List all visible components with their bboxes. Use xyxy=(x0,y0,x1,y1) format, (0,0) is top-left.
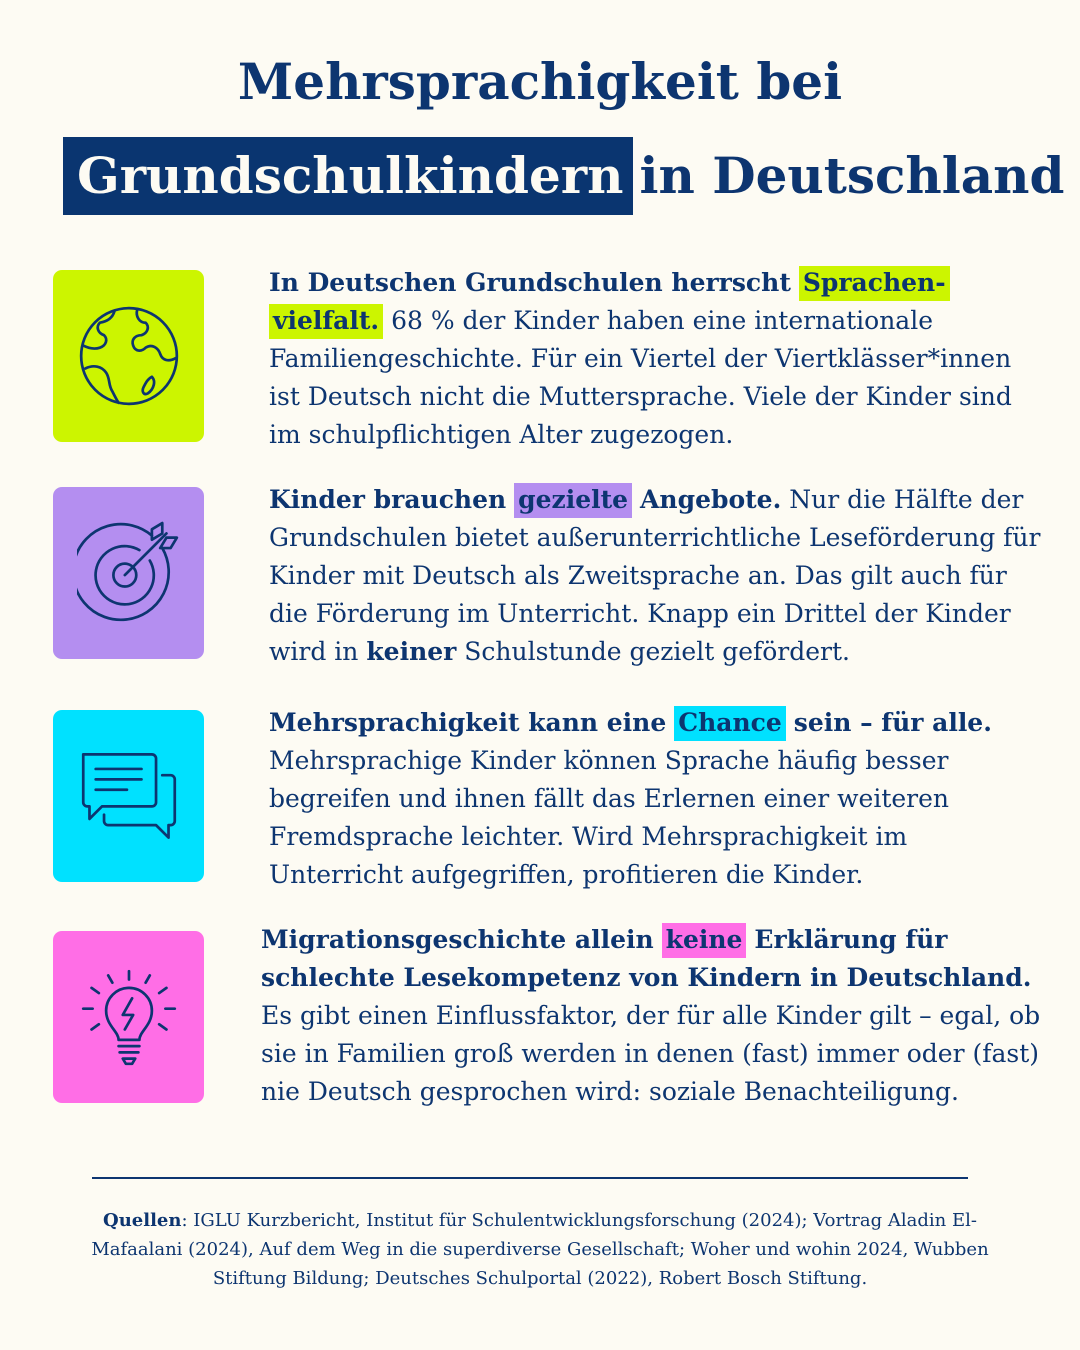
sources-label: Quellen xyxy=(103,1210,182,1231)
lightbulb-tile xyxy=(53,931,204,1103)
page-title-line2 xyxy=(63,137,1065,215)
section-offers-text-end: Schulstunde gezielt gefördert. xyxy=(464,637,850,666)
section-offers-lead-end: Angebote. xyxy=(640,485,782,514)
lightbulb-icon xyxy=(77,965,181,1069)
highlight-sprachen: Sprachen- xyxy=(799,266,950,301)
section-offers-text: Nur die Hälfte der Grundschulen bietet außerunterrichtliche Leseförderung für Kinder mit Deutsch als Zweitsprache an. Das gilt auch für die Förderung im Unterricht. Knapp ein Drittel der Kinder wird in xyxy=(269,485,1041,666)
globe-icon xyxy=(77,304,181,408)
section-migration-lead: Migrationsgeschichte allein xyxy=(261,925,654,954)
highlight-chance: Chance xyxy=(674,706,786,741)
highlight-keine: keine xyxy=(662,923,747,958)
title-rest: in Deutschland xyxy=(639,146,1065,205)
section-chance-lead: Mehrsprachigkeit kann eine xyxy=(269,708,667,737)
sources-text: : IGLU Kurzbericht, Institut für Schulentwicklungsforschung (2024); Vortrag Aladin El-Mafaalani (2024), Auf dem Weg in die superdiverse Gesellschaft; Woher und wohin 2024, Wubben Stiftung Bildung; Deutsches Schulportal (2022), Robert Bosch Stiftung. xyxy=(91,1210,989,1289)
section-migration xyxy=(261,921,1056,1111)
globe-tile xyxy=(53,270,204,442)
footer-divider xyxy=(92,1177,968,1179)
target-tile xyxy=(53,487,204,659)
section-migration-lead-end: Erklärung für schlechte Lesekompetenz von Kindern in Deutschland. xyxy=(261,925,1032,992)
sources xyxy=(80,1206,1000,1293)
section-chance xyxy=(269,704,1049,894)
section-migration-text: Es gibt einen Einflussfaktor, der für alle Kinder gilt – egal, ob sie in Familien groß werden in denen (fast) immer oder (fast) nie Deutsch gesprochen wird: soziale Benachteiligung. xyxy=(261,1001,1041,1106)
target-icon xyxy=(77,521,181,625)
section-offers-emphasis: keiner xyxy=(366,637,457,666)
highlight-gezielte: gezielte xyxy=(514,483,632,518)
title-highlight: Grundschulkindern xyxy=(63,137,633,215)
section-diversity xyxy=(269,264,1049,454)
section-diversity-lead: In Deutschen Grundschulen herrscht xyxy=(269,268,791,297)
section-chance-text: Mehrsprachige Kinder können Sprache häufig besser begreifen und ihnen fällt das Erlernen einer weiteren Fremdsprache leichter. Wird Mehrsprachigkeit im Unterricht aufgegriffen, profitieren die Kinder. xyxy=(269,746,950,889)
section-offers-lead: Kinder brauchen xyxy=(269,485,507,514)
page-title-line1: Mehrsprachigkeit bei xyxy=(237,52,843,111)
section-chance-lead-end: sein – für alle. xyxy=(793,708,992,737)
section-offers xyxy=(269,481,1049,671)
highlight-vielfalt: vielfalt. xyxy=(269,304,383,339)
section-diversity-text: 68 % der Kinder haben eine internationale Familiengeschichte. Für ein Viertel der Viertklässer*innen ist Deutsch nicht die Muttersprache. Viele der Kinder sind im schulpflichtigen Alter zugezogen. xyxy=(269,306,1012,449)
chat-tile xyxy=(53,710,204,882)
chat-bubbles-icon xyxy=(77,744,181,848)
